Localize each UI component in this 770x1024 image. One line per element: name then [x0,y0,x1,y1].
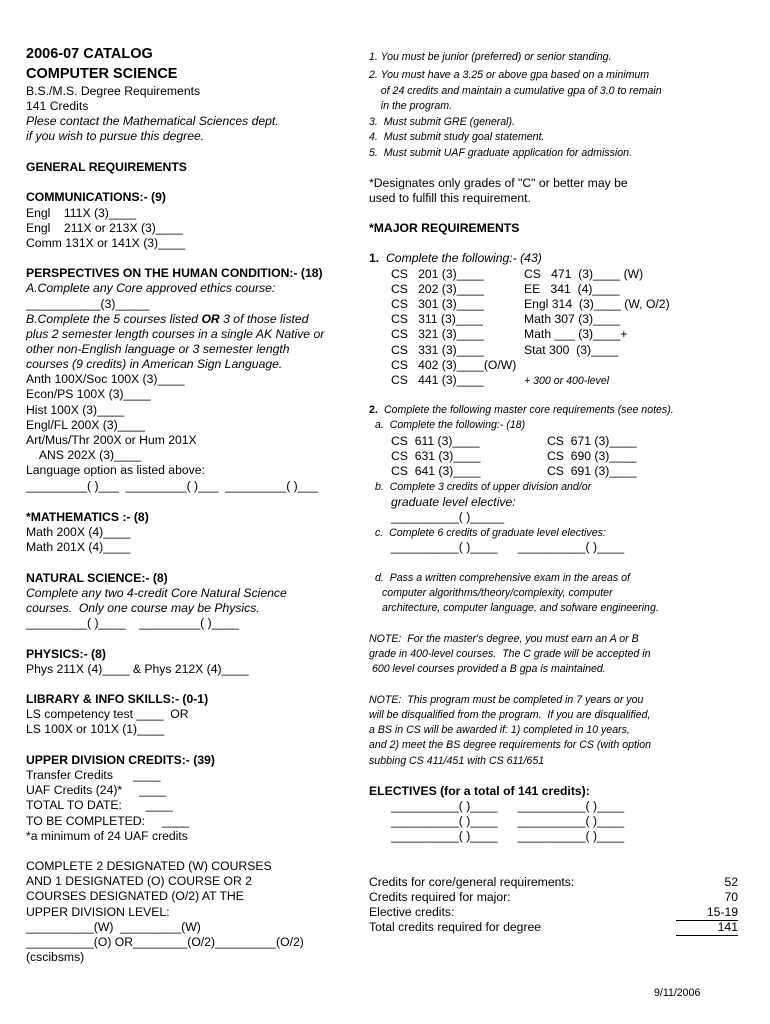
major-item-number: 1. [369,251,380,265]
designates-line: used to fulfill this requirement. [369,191,531,205]
totals-label: Elective credits: [369,905,455,919]
perspectives-b-line: B.Complete the 5 courses listed OR 3 of those listed [26,312,309,326]
designated-line: UPPER DIVISION LEVEL: [26,905,170,919]
course-line: Art/Mus/Thr 200X or Hum 201X [26,433,197,447]
major-course: CS 471 (3)____ (W) [524,267,644,281]
natural-science-heading: NATURAL SCIENCE:- (8) [26,571,168,585]
perspectives-heading: PERSPECTIVES ON THE HUMAN CONDITION:- (18) [26,266,323,280]
note-line: 5. Must submit UAF graduate application for admission. [369,147,633,159]
credit-line: Transfer Credits ____ [26,768,161,782]
contact-line: if you wish to pursue this degree. [26,129,205,143]
contact-line: Plese contact the Mathematical Sciences dept. [26,114,279,128]
major-course: CS 311 (3)____ [391,312,483,326]
designated-line: COURSES DESIGNATED (O/2) AT THE [26,889,244,903]
course-line: Phys 211X (4)____ & Phys 212X (4)____ [26,662,249,676]
totals-value: 52 [724,875,738,889]
note-line: 4. Must submit study goal statement. [369,131,545,143]
master-course: CS 611 (3)____ [391,434,480,448]
natural-science-blanks: _________( )____ _________( )____ [26,616,239,630]
program-title: COMPUTER SCIENCE [26,66,178,82]
totals-label: Total credits required for degree [369,920,542,934]
course-line: Engl 211X or 213X (3)____ [26,221,183,235]
major-course: CS 202 (3)____ [391,282,484,296]
program-note-line: subbing CS 411/451 with CS 611/651 [369,755,545,767]
masters-note-line: grade in 400-level courses. The C grade will be accepted in [369,648,651,660]
course-line: Hist 100X (3)____ [26,403,125,417]
form-code: (cscibsms) [26,950,85,964]
elective-blanks: __________( )____ __________( )____ [391,814,625,828]
master-course: CS 691 (3)____ [547,464,637,478]
major-course: EE 341 (4)____ [524,282,620,296]
ethics-blank: ___________(3)_____ [26,297,150,311]
degree-line: B.S./M.S. Degree Requirements [26,84,201,98]
program-note-line: a BS in CS will be awarded if: 1) completed in 10 years, [369,724,630,736]
master-item-text: Complete the following master core requirements (see notes). [384,404,674,416]
course-line: LS 100X or 101X (1)____ [26,722,165,736]
course-line: LS competency test ____ OR [26,707,189,721]
library-heading: LIBRARY & INFO SKILLS:- (0-1) [26,692,209,706]
course-line: Language option as listed above: [26,463,205,477]
course-line: Econ/PS 100X (3)____ [26,387,151,401]
course-line: Engl 111X (3)____ [26,206,136,220]
physics-heading: PHYSICS:- (8) [26,647,106,661]
elective-blanks: __________( )____ __________( )____ [391,799,625,813]
master-d-line: architecture, computer language, and sofware engineering. [382,602,659,614]
major-course: Stat 300 (3)____ [524,343,619,357]
elective-blanks: __________( )____ __________( )____ [391,829,625,843]
communications-heading: COMMUNICATIONS:- (9) [26,190,166,204]
perspectives-b-line: other non-English language or 3 semester length [26,342,290,356]
masters-note-line: 600 level courses provided a B gpa is maintained. [369,663,606,675]
major-course: CS 441 (3)____ [391,373,484,387]
master-b-blank: __________( )_____ [391,510,505,524]
natural-science-line: courses. Only one course may be Physics. [26,601,260,615]
course-line: Math 201X (4)____ [26,540,131,554]
designated-line: COMPLETE 2 DESIGNATED (W) COURSES [26,859,272,873]
master-item-number: 2. [369,404,378,416]
natural-science-line: Complete any two 4-credit Core Natural Science [26,586,287,600]
major-course: CS 301 (3)____ [391,297,484,311]
master-d-line: d. Pass a written comprehensive exam in the areas of [375,572,630,584]
program-note-line: NOTE: This program must be completed in 7 years or you [369,694,644,706]
electives-heading: ELECTIVES (for a total of 141 credits): [369,784,590,798]
mathematics-heading: *MATHEMATICS :- (8) [26,510,149,524]
designates-line: *Designates only grades of "C" or better may be [369,176,628,190]
revision-date: 9/11/2006 [654,987,701,999]
course-line: Math 200X (4)____ [26,525,131,539]
designated-line: AND 1 DESIGNATED (O) COURSE OR 2 [26,874,252,888]
level-note: + 300 or 400-level [524,375,610,387]
perspectives-b-line: courses (9 credits) in American Sign Language. [26,357,283,371]
course-line: Anth 100X/Soc 100X (3)____ [26,372,185,386]
master-course: CS 631 (3)____ [391,449,481,463]
major-course: Math 307 (3)____ [524,312,621,326]
note-line: 1. You must be junior (preferred) or senior standing. [369,51,612,63]
major-course: CS 331 (3)____ [391,343,484,357]
master-d-line: computer algorithms/theory/complexity, computer [382,587,613,599]
masters-note-line: NOTE: For the master's degree, you must earn an A or B [369,633,639,645]
master-b-line: b. Complete 3 credits of upper division and/or [375,481,592,493]
master-course: CS 671 (3)____ [547,434,637,448]
ethics-line: A.Complete any Core approved ethics course: [26,281,276,295]
credit-line: TO BE COMPLETED: ____ [26,814,190,828]
catalog-title: 2006-07 CATALOG [26,46,153,62]
master-c-line: c. Complete 6 credits of graduate level electives: [375,527,606,539]
upper-division-heading: UPPER DIVISION CREDITS:- (39) [26,753,215,767]
major-course: Math ___ (3)____+ [524,327,628,341]
master-a-line: a. Complete the following:- (18) [375,419,526,431]
major-course: Engl 314 (3)____ (W, O/2) [524,297,670,311]
course-line: ANS 202X (3)____ [26,448,142,462]
course-line: Comm 131X or 141X (3)____ [26,236,186,250]
major-course: CS 201 (3)____ [391,267,484,281]
general-heading: GENERAL REQUIREMENTS [26,160,187,174]
totals-value: 15-19 [676,905,738,921]
program-note-line: will be disqualified from the program. If you are disqualified, [369,709,651,721]
credit-line: UAF Credits (24)* ____ [26,783,167,797]
totals-value: 141 [676,920,738,936]
major-heading: *MAJOR REQUIREMENTS [369,221,520,235]
note-line: of 24 credits and maintain a cumulative gpa of 3.0 to remain [369,85,662,97]
program-note-line: and 2) meet the BS degree requirements for CS (with option [369,739,652,751]
note-line: 2. You must have a 3.25 or above gpa based on a minimum [369,69,650,81]
note-line: in the program. [369,100,453,112]
master-c-blanks: __________( )____ __________( )____ [391,540,625,554]
major-course: CS 402 (3)____(O/W) [391,358,517,372]
totals-label: Credits for core/general requirements: [369,875,575,889]
course-line: Engl/FL 200X (3)____ [26,418,145,432]
credits-line: 141 Credits [26,99,89,113]
perspectives-b-line: plus 2 semester length courses in a single AK Native or [26,327,325,341]
major-item-text: Complete the following:- (43) [386,251,542,265]
credit-footnote: *a minimum of 24 UAF credits [26,829,188,843]
designated-blanks: __________(W) _________(W) [26,920,201,934]
credit-line: TOTAL TO DATE: ____ [26,798,173,812]
language-blanks: _________( )___ _________( )___ _________( )___ [26,479,319,493]
major-course: CS 321 (3)____ [391,327,484,341]
designated-blanks: __________(O) OR________(O/2)_________(O/2) [26,935,304,949]
totals-label: Credits required for major: [369,890,511,904]
totals-value: 70 [724,890,738,904]
master-course: CS 641 (3)____ [391,464,481,478]
note-line: 3. Must submit GRE (general). [369,116,516,128]
master-course: CS 690 (3)____ [547,449,637,463]
master-b-line: graduate level elective: [391,495,516,509]
